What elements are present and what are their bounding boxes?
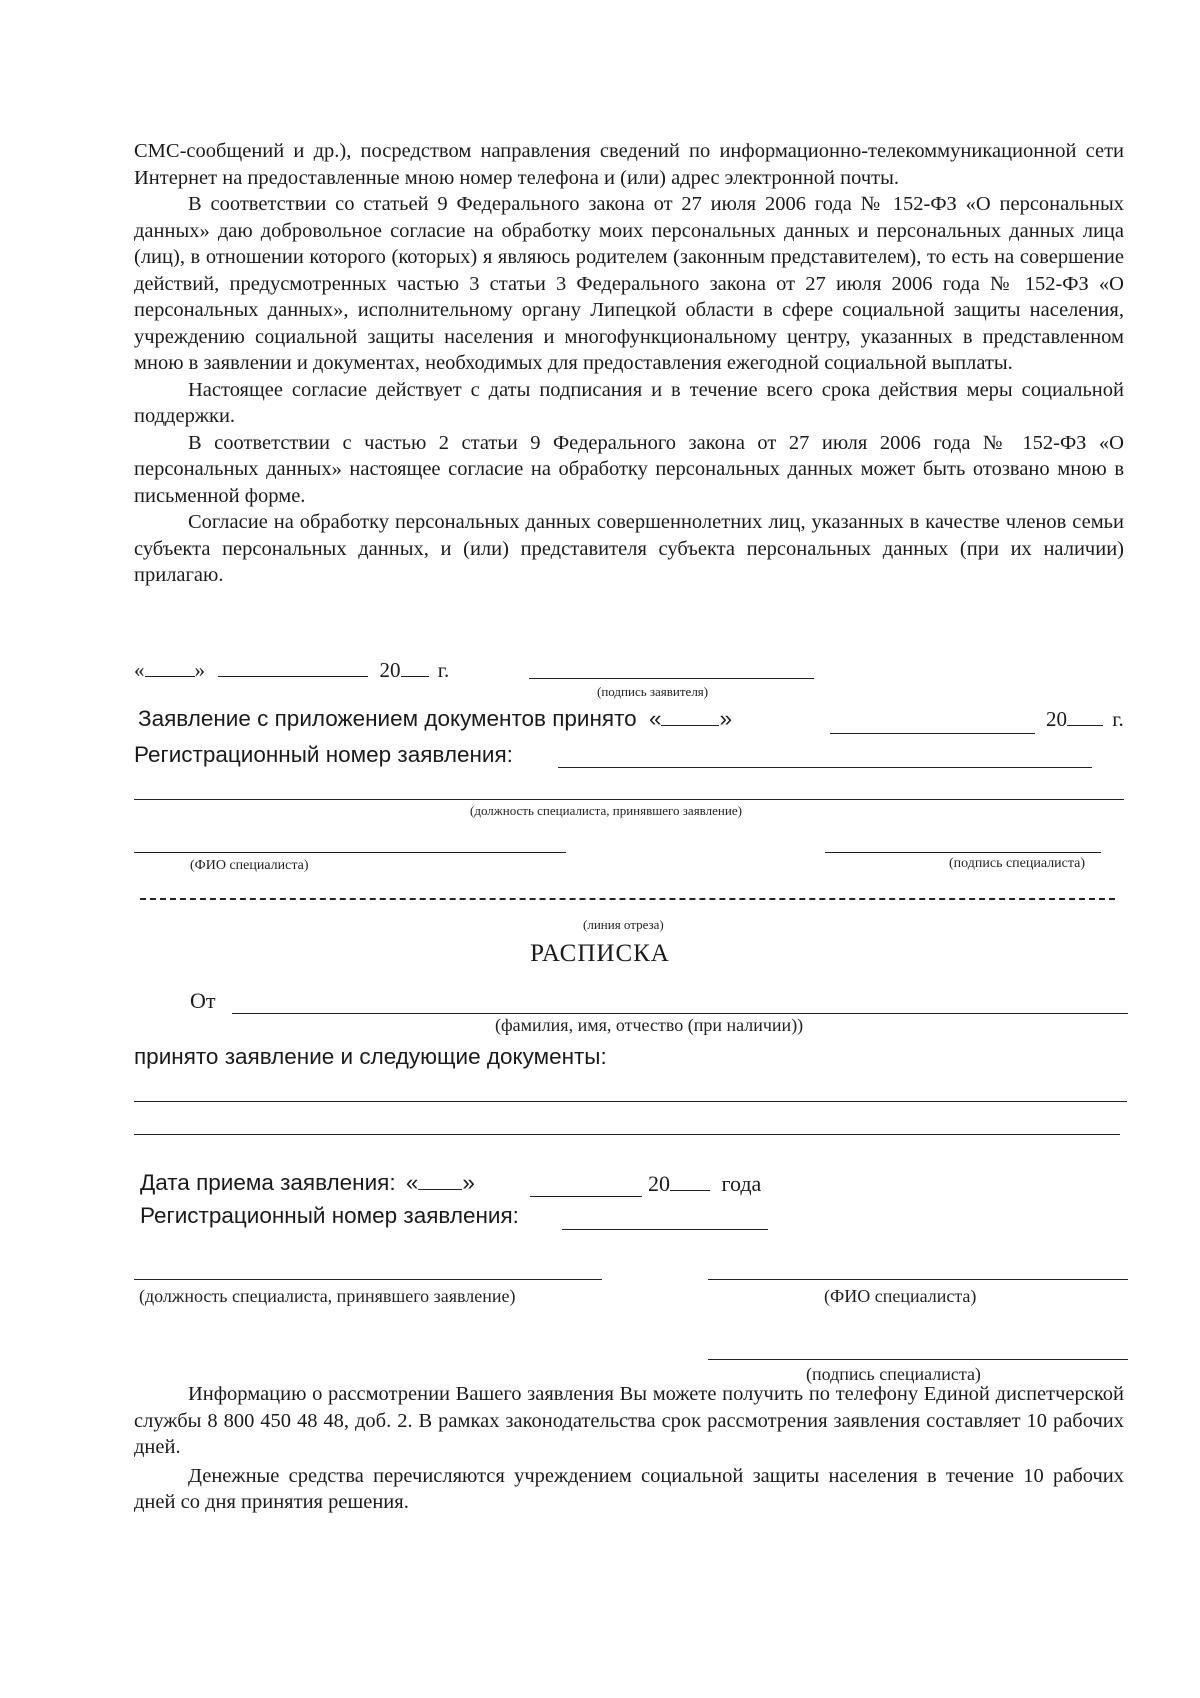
receipt-reg-field[interactable] [562, 1229, 768, 1230]
acceptance-reg-line [134, 742, 513, 768]
year-prefix: 20 [379, 658, 401, 682]
accept-year-blank[interactable] [1067, 707, 1103, 726]
receipt-fio-line[interactable] [708, 1279, 1128, 1280]
info-text [134, 1381, 1124, 1516]
name-caption: (фамилия, имя, отчество (при наличии)) [495, 1015, 804, 1035]
day-blank[interactable] [145, 658, 195, 677]
receipt-reg-line [140, 1203, 519, 1229]
receipt-day-blank[interactable] [418, 1171, 462, 1190]
year-suffix: г. [437, 658, 450, 682]
close-quote: » [194, 658, 205, 682]
position-line[interactable] [134, 799, 1124, 800]
consent-paragraph-3: Настоящее согласие действует с даты подписания и в течение всего срока действия меры социальной поддержки. [134, 378, 1124, 427]
cut-line-caption: (линия отреза) [583, 917, 664, 932]
accept-day-blank[interactable] [661, 707, 719, 726]
from-name-field[interactable] [232, 1013, 1128, 1014]
date-label: Дата приема заявления: [140, 1170, 396, 1195]
applicant-date-line [134, 658, 449, 683]
docs-line-1[interactable] [134, 1101, 1127, 1102]
acceptance-line [138, 706, 732, 732]
fio-line[interactable] [134, 852, 566, 853]
applicant-signature-line[interactable] [529, 678, 814, 679]
consent-text [134, 138, 1124, 589]
year-suffix: г. [1112, 707, 1124, 731]
year-blank[interactable] [401, 658, 429, 677]
month-blank[interactable] [218, 658, 368, 677]
receipt-position-caption: (должность специалиста, принявшего заявление) [139, 1286, 516, 1306]
receipt-year [648, 1171, 761, 1197]
fio-caption: (ФИО специалиста) [190, 858, 309, 873]
receipt-title: РАСПИСКА [530, 940, 670, 967]
open-quote: « [405, 1170, 419, 1195]
reg-number-label: Регистрационный номер заявления: [134, 742, 513, 767]
reg-number-label: Регистрационный номер заявления: [140, 1203, 519, 1228]
position-caption: (должность специалиста, принявшего заявление) [470, 803, 742, 818]
signature-line[interactable] [825, 852, 1101, 853]
receipt-year-blank[interactable] [670, 1172, 710, 1191]
acceptance-label: Заявление с приложением документов принято [138, 706, 637, 731]
accept-year [1046, 707, 1124, 732]
receipt-position-line[interactable] [134, 1279, 602, 1280]
info-paragraph-2: Денежные средства перечисляются учреждением социальной защиты населения в течение 10 рабочих дней со дня принятия решения. [134, 1464, 1124, 1513]
close-quote: » [462, 1170, 475, 1195]
docs-label: принято заявление и следующие документы: [134, 1044, 607, 1069]
year-prefix: 20 [1046, 707, 1067, 731]
consent-paragraph-2: В соответствии со статьей 9 Федерального закона от 27 июля 2006 года № 152-ФЗ «О персональных данных» даю добровольное согласие на обработку моих персональных данных и персональных данных лица (лиц), в отношении которого (которых) я являюсь родителем (законным представителем), то есть на совершение действий, предусмотренных частью 3 статьи 3 Федерального закона от 27 июля 2006 года № 152-ФЗ «О персональных данных», исполнительному органу Липецкой области в сфере социальной защиты населения, учреждению социальной защиты населения и многофункциональному центру, указанных в представленном мною в заявлении и документах, необходимых для предоставления ежегодной социальной выплаты. [134, 193, 1124, 374]
receipt-signature-caption: (подпись специалиста) [806, 1364, 981, 1384]
receipt-month-blank[interactable] [530, 1196, 642, 1197]
receipt-from-label: От [190, 988, 216, 1013]
open-quote: « [648, 706, 662, 731]
consent-paragraph-5: Согласие на обработку персональных данных совершеннолетних лиц, указанных в качестве членов семьи субъекта персональных данных, и (или) представителя субъекта персональных данных (при их наличии) прилагаю. [134, 511, 1124, 586]
receipt-signature-line[interactable] [708, 1359, 1128, 1360]
receipt-date-line [140, 1170, 475, 1196]
info-paragraph-1: Информацию о рассмотрении Вашего заявления Вы можете получить по телефону Единой диспетчерской службы 8 800 450 48 48, доб. 2. В рамках законодательства срок рассмотрения заявления составляет 10 рабочих дней. [134, 1383, 1124, 1458]
year-prefix: 20 [648, 1171, 670, 1196]
docs-line-2[interactable] [134, 1134, 1120, 1135]
reg-number-field[interactable] [558, 767, 1092, 768]
accept-month-blank[interactable] [830, 733, 1035, 734]
applicant-signature-caption: (подпись заявителя) [597, 684, 709, 699]
close-quote: » [719, 706, 732, 731]
receipt-fio-caption: (ФИО специалиста) [824, 1286, 977, 1306]
year-word: года [721, 1171, 762, 1196]
signature-caption: (подпись специалиста) [949, 856, 1086, 871]
cut-line [140, 898, 1115, 900]
consent-paragraph-4: В соответствии с частью 2 статьи 9 Федерального закона от 27 июля 2006 года № 152-ФЗ «О персональных данных» настоящее согласие на обработку персональных данных может быть отозвано мною в письменной форме. [134, 431, 1124, 507]
consent-paragraph-1: СМС-сообщений и др.), посредством направления сведений по информационно-телекоммуникационной сети Интернет на предоставленные мною номер телефона и (или) адрес электронной почты. [134, 140, 1124, 189]
open-quote: « [134, 658, 145, 682]
